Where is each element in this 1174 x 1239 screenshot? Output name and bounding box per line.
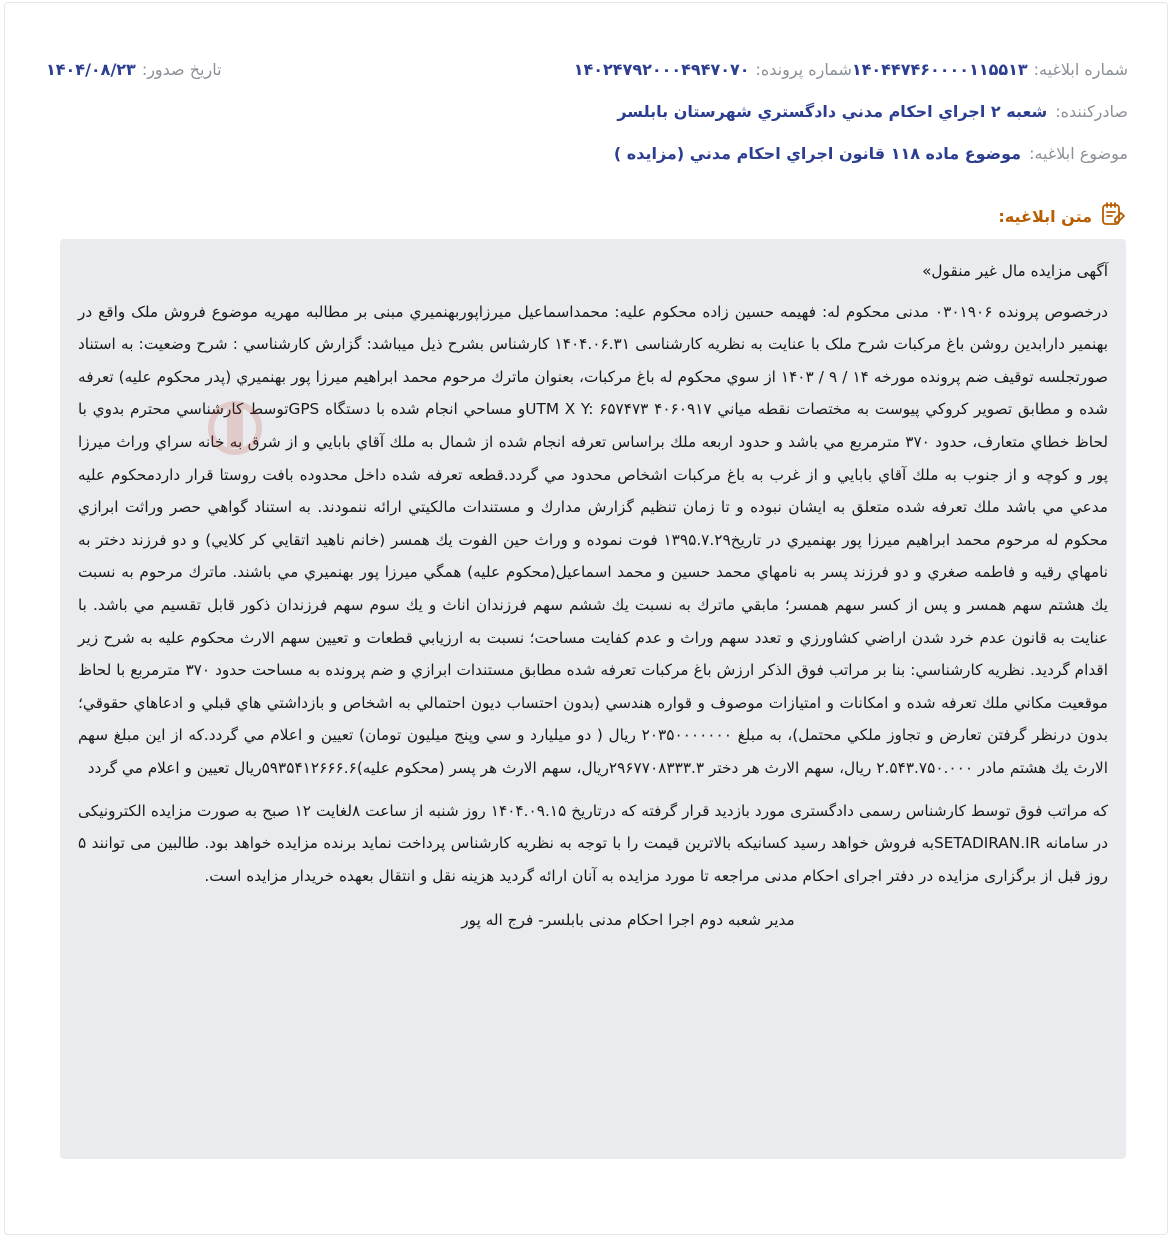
case-number-value: ۱۴۰۲۴۷۹۲۰۰۰۴۹۴۷۰۷۰ xyxy=(573,59,750,79)
subject-value: موضوع ماده ۱۱۸ قانون اجراي احكام مدني (مزايده ) xyxy=(613,143,1022,163)
issue-date-label: تاریخ صدور: xyxy=(141,59,222,79)
issuer-label: صادرکننده: xyxy=(1055,101,1128,121)
notice-body-text: درخصوص پرونده ۰۳۰۱۹۰۶ مدنی محکوم له: فهیمه حسین زاده محکوم علیه: محمداسماعیل میرزاپوربهنمیري مبنی بر مطالبه مهریه موضوع فروش ملک واقع در بهنمیر دارابدین روشن باغ مرکبات شرح ملک با عنایت به نظریه کارشناسی ۱۴۰۴.۰۶.۳۱ کارشناس بشرح ذیل میباشد: گزارش کارشناسي : شرح وضعيت: به استناد صورتجلسه توقيف ضم پرونده مورخه ۱۴ / ۹ / ۱۴۰۳ از سوي محكوم له باغ مركبات، بعنوان ماترك مرحوم محمد ابراهيم ميرزا پور بهنميري (پدر محكوم عليه) تعرفه شده و مطابق تصوير كروكي پيوست به مختصات نقطه مياني ۴۰۶۰۹۱۷ UTM X Y: ۶۵۷۴۷۳و مساحي انجام شده با دستگاه GPSتوسط كارشناسي محترم بدوي با لحاظ خطاي متعارف، حدود ۳۷۰ مترمربع مي باشد و حدود اربعه ملك براساس تعرفه انجام شده از شمال به ملك آقاي بابايي و از شرق به خانه سراي وراث ميرزا پور و كوچه و از جنوب به ملك آقاي بابايي و از غرب به باغ مركبات اشخاص محدود مي گردد.قطعه تعرفه شده داخل محدوده بافت روستا قرار داردمحكوم عليه مدعي مي باشد ملك تعرفه شده متعلق به ايشان نبوده و تا زمان تنظيم گزارش مدارك و مستندات مالكيتي ارائه ننمودند. به استناد گواهي حصر وراثت ابرازي محكوم له مرحوم محمد ابراهيم ميرزا پور بهنميري در تاريخ۱۳۹۵.۷.۲۹ فوت نموده و وراث حين الفوت يك همسر (خانم ناهيد اتقايي كر كلايي) و دو فرزند دختر به نامهاي رقيه و فاطمه صغري و دو فرزند پسر به نامهاي محمد حسين و محمد اسماعيل(محكوم عليه) همگي ميرزا پور بهنميري مي باشند. ماترك مرحوم به نسبت يك هشتم سهم همسر و پس از كسر سهم همسر؛ مابقي ماترك به نسبت يك ششم سهم فرزندان اناث و يك سوم سهم فرزندان ذكور قابل تقسيم مي باشد. با عنايت به قانون عدم خرد شدن اراضي كشاورزي و تعدد سهم وراث و عدم كفايت مساحت؛ نسبت به ارزيابي قطعات و تعيين سهم الارث محكوم عليه به شرح زير اقدام گرديد. نظريه كارشناسي: بنا بر مراتب فوق الذكر ارزش باغ مركبات تعرفه شده مطابق مستندات ابرازي و ضم پرونده به مساحت حدود ۳۷۰ مترمربع با لحاظ موقعيت مكاني ملك تعرفه شده و امكانات و امتيازات موصوف و قواره هندسي (بدون احتساب ديون احتمالي به اشخاص و بازداشتي هاي قبلي و ادعاهاي حقوقي؛ بدون درنظر گرفتن تعارض و تجاوز ملكي محتمل)، به مبلغ ۲۰۳۵۰۰۰۰۰۰۰ ريال ( دو ميليارد و سي وپنج ميليون تومان) تعيين و اعلام مي گردد.كه از اين مبلغ سهم الارث يك هشتم مادر ۲.۵۴۳.۷۵۰.۰۰۰ ريال، سهم الارث هر دختر ۲۹۶۷۷۰۸۳۳۳.۳ريال، سهم الارث هر پسر (محكوم عليه)۵۹۳۵۴۱۲۶۶۶.۶ريال تعيين و اعلام مي گردد xyxy=(78,302,1108,777)
subject-row xyxy=(46,138,1128,168)
notice-number-value: ۱۴۰۴۴۷۴۶۰۰۰۰۱۱۵۵۱۳ xyxy=(851,59,1028,79)
issue-date-cell xyxy=(46,60,222,79)
notice-signature: مدیر شعبه دوم اجرا احکام مدنی بابلسر- فرج اله پور xyxy=(461,911,795,930)
notice-number xyxy=(852,60,1128,79)
issuer-value: شعبه ۲ اجراي احكام مدني دادگستري شهرستان بابلسر xyxy=(617,101,1048,121)
document-edit-icon xyxy=(1100,201,1126,231)
case-number xyxy=(574,60,852,79)
notice-closing-text: که مراتب فوق توسط کارشناس رسمی دادگستری مورد بازدید قرار گرفته که درتاریخ ۱۴۰۴.۰۹.۱۵ روز شنبه از ساعت ۸لغایت ۱۲ صبح به صورت مزایده الکترونیکی در سامانه SETADIRAN.IRبه فروش خواهد رسید کسانیکه بالاترین قیمت را با توجه به نظریه کارشناس پرداخت نماید برنده مزایده خواهد بود. طالبین می توانند ۵ روز قبل از برگزاری مزایده در دفتر اجرای احکام مدنی مراجعه تا مورد مزایده به آنان ارائه گردید هزینه نقل و انتقال بعهده خریدار مزایده است. xyxy=(78,801,1109,885)
notice-body-panel xyxy=(60,239,1126,1159)
notice-number-label: شماره ابلاغیه: xyxy=(1033,59,1128,79)
notice-text-section-title xyxy=(998,201,1126,231)
issue-date-row xyxy=(46,54,406,84)
section-title-label: متن ابلاغیه: xyxy=(998,206,1092,226)
issue-date-value: ۱۴۰۴/۰۸/۲۳ xyxy=(46,59,136,79)
issuer-row xyxy=(46,96,1128,126)
notice-heading: آگهی مزایده مال غیر منقول» xyxy=(922,262,1108,280)
subject-label: موضوع ابلاغیه: xyxy=(1029,143,1128,163)
case-number-label: شماره پرونده: xyxy=(755,59,852,79)
